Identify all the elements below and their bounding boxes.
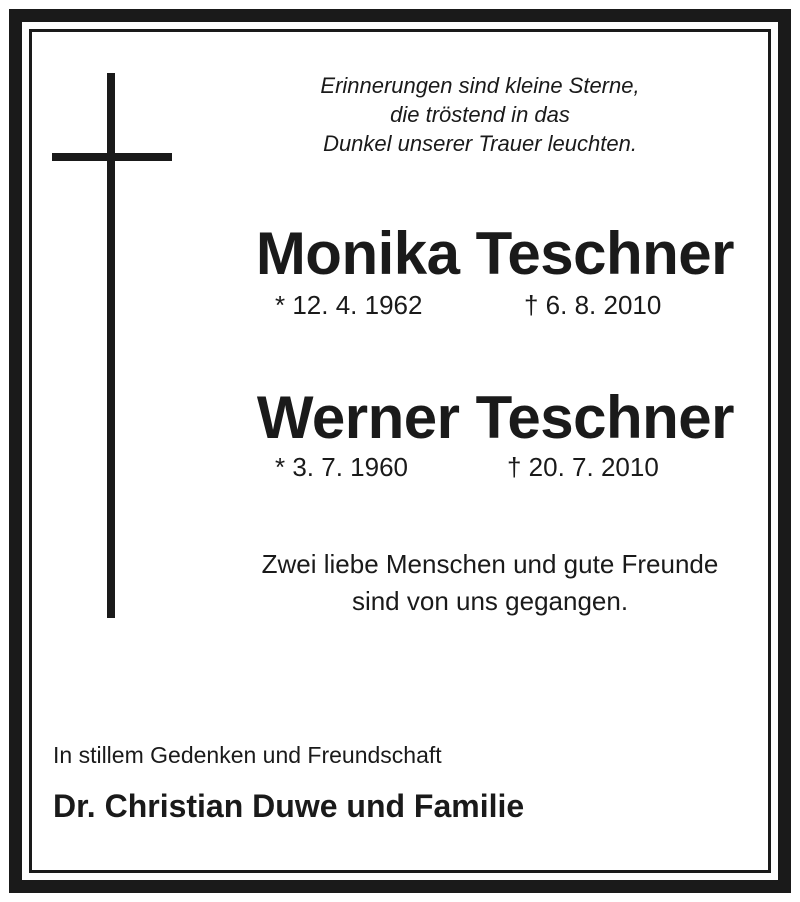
- quote-line-1: Erinnerungen sind kleine Sterne,: [320, 73, 640, 98]
- person-name: Werner Teschner: [256, 384, 734, 451]
- birth-date: * 3. 7. 1960: [275, 452, 408, 482]
- closing-text: In stillem Gedenken und Freundschaft: [53, 742, 442, 768]
- quote-line-3: Dunkel unserer Trauer leuchten.: [323, 131, 637, 156]
- cross-horizontal-bar: [52, 153, 172, 161]
- message-line-1: Zwei liebe Menschen und gute Freunde: [261, 549, 719, 579]
- signature: Dr. Christian Duwe und Familie: [53, 788, 525, 824]
- quote-line-2: die tröstend in das: [390, 102, 570, 127]
- person-name: Monika Teschner: [255, 220, 734, 287]
- message-line-2: sind von uns gegangen.: [351, 586, 629, 616]
- birth-date: * 12. 4. 1962: [275, 290, 423, 320]
- death-date: † 6. 8. 2010: [524, 290, 662, 320]
- death-date: † 20. 7. 2010: [507, 452, 659, 482]
